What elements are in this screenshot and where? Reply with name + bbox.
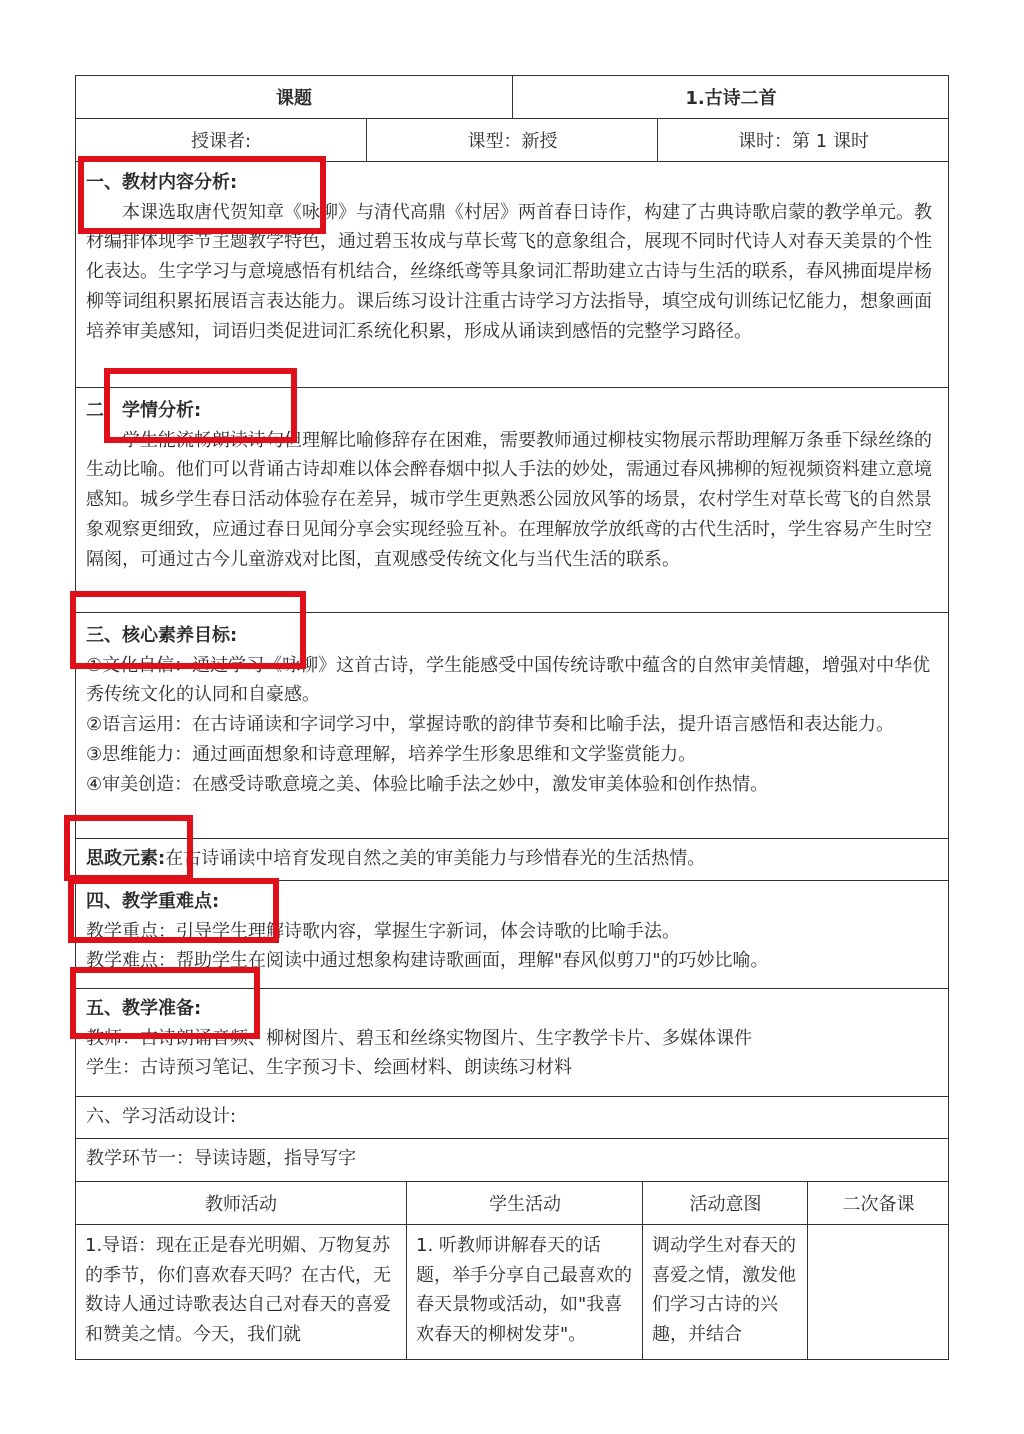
preparation-item: 学生：古诗预习笔记、生字预习卡、绘画材料、朗读练习材料 [86, 1057, 572, 1079]
key-point-item: 教学重点：引导学生理解诗歌内容，掌握生字新词，体会诗歌的比喻手法。 [86, 920, 680, 942]
second-prep-cell [807, 1225, 948, 1359]
topic-row [75, 75, 949, 118]
goal-item: ①文化自信：通过学习《咏柳》这首古诗，学生能感受中国传统诗歌中蕴含的自然审美情趣，增强对中华优秀传统文化的认同和自豪感。 [86, 654, 931, 706]
activity-table-row [75, 1224, 949, 1360]
highlight-box-preparation [70, 967, 260, 1039]
highlight-box-core-goals [70, 591, 306, 669]
preparation-item: 教师：古诗朗诵音频、柳树图片、碧玉和丝绦实物图片、生字教学卡片、多媒体课件 [86, 1027, 752, 1049]
section-activity-design [75, 1096, 949, 1138]
goal-item: ④审美创造：在感受诗歌意境之美、体验比喻手法之妙中，激发审美体验和创作热情。 [86, 773, 769, 795]
highlight-box-textbook-analysis [78, 156, 326, 234]
section-title: 六、学习活动设计: [86, 1106, 237, 1127]
section-title: 三、核心素养目标: [86, 625, 238, 646]
section-body: 学生能流畅朗读诗句但理解比喻修辞存在困难，需要教师通过柳枝实物展示帮助理解万条垂下绿丝绦的生动比喻。他们可以背诵古诗却难以体会醉春烟中拟人手法的妙处，需通过春风拂柳的短视频资料建立意境感知。城乡学生春日活动体验存在差异，城市学生更熟悉公园放风筝的场景，农村学生对草长莺飞的自然景象观察更细致，应通过春日见闻分享会实现经验互补。在理解放学放纸鸢的古代生活时，学生容易产生时空隔阂，可通过古今儿童游戏对比图，直观感受传统文化与当代生活的联系。 [86, 429, 932, 570]
goal-item: ③思维能力：通过画面想象和诗意理解，培养学生形象思维和文学鉴赏能力。 [86, 743, 697, 765]
section-title: 一、教材内容分析: [86, 172, 238, 193]
activity-intent-cell: 调动学生对春天的喜爱之情，激发他们学习古诗的兴趣，并结合 [642, 1225, 807, 1359]
topic-value: 1.古诗二首 [512, 76, 949, 118]
key-point-item: 教学难点：帮助学生在阅读中通过想象构建诗歌画面，理解"春风似剪刀"的巧妙比喻。 [86, 950, 769, 972]
lesson-info-row [75, 118, 949, 161]
lesson-period: 课时：第 1 课时 [657, 119, 949, 161]
teaching-step-title: 教学环节一：导读诗题，指导写字 [86, 1148, 356, 1169]
section-body: 在古诗诵读中培育发现自然之美的审美能力与珍惜春光的生活热情。 [165, 848, 706, 869]
header-activity-intent: 活动意图 [642, 1182, 808, 1224]
highlight-box-ideological [64, 815, 193, 881]
section-body: 本课选取唐代贺知章《咏柳》与清代高鼎《村居》两首春日诗作，构建了古典诗歌启蒙的教学单元。教材编排体现季节主题教学特色，通过碧玉妆成与草长莺飞的意象组合，展现不同时代诗人对春天美景的个性化表达。生字学习与意境感悟有机结合，丝绦纸鸢等具象词汇帮助建立古诗与生活的联系，春风拂面堤岸杨柳等词组积累拓展语言表达能力。课后练习设计注重古诗学习方法指导，填空成句训练记忆能力，想象画面培养审美感知，词语归类促进词汇系统化积累，形成从诵读到感悟的完整学习路径。 [86, 201, 932, 342]
teacher-label: 授课者: [190, 131, 252, 152]
activity-table-header [75, 1181, 949, 1224]
goal-item: ②语言运用：在古诗诵读和字词学习中，掌握诗歌的韵律节奏和比喻手法，提升语言感悟和表达能力。 [86, 714, 895, 736]
section-title: 思政元素: [86, 848, 166, 869]
section-title: 四、教学重难点: [86, 891, 220, 912]
header-teacher-activity: 教师活动 [205, 1194, 277, 1215]
teacher-activity-cell: 1.导语：现在正是春光明媚、万物复苏的季节，你们喜欢春天吗？在古代，无数诗人通过诗歌表达自己对春天的喜爱和赞美之情。今天，我们就 [85, 1235, 391, 1345]
header-student-activity: 学生活动 [406, 1182, 643, 1224]
section-ideological [75, 838, 949, 880]
section-title: 五、教学准备: [86, 998, 202, 1019]
student-activity-cell: 1. 听教师讲解春天的话题，举手分享自己最喜欢的春天景物或活动，如"我喜欢春天的柳树发芽"。 [406, 1225, 642, 1359]
section-title: 二、学情分析: [86, 400, 202, 421]
lesson-type: 课型：新授 [366, 119, 658, 161]
topic-label: 课题 [276, 88, 312, 109]
header-second-prep: 二次备课 [807, 1182, 949, 1224]
highlight-box-learner-analysis [104, 368, 297, 443]
teaching-step-row [75, 1138, 949, 1181]
highlight-box-key-points [68, 878, 279, 943]
